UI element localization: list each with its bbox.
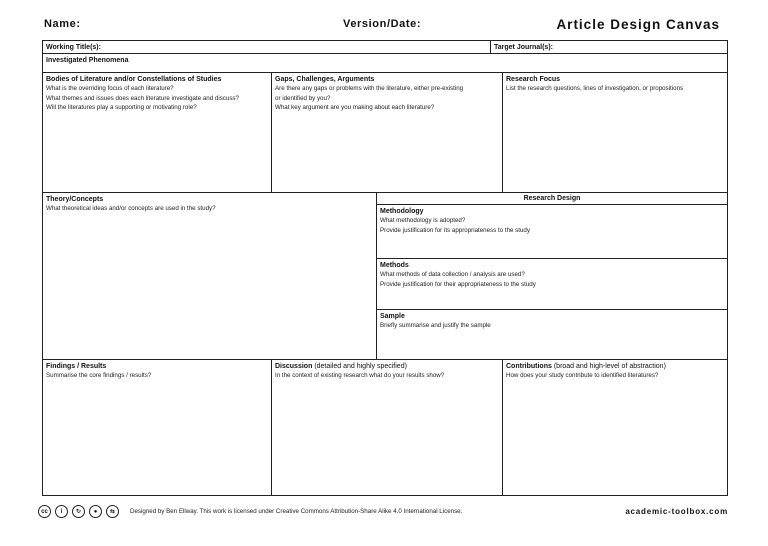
research-design-block [376, 192, 727, 359]
theory-prompt: What theoretical ideas and/or concepts are used in the study? [46, 205, 216, 212]
contributions-heading [506, 362, 724, 371]
article-design-canvas [42, 40, 728, 496]
methodology-heading: Methodology [380, 208, 424, 215]
investigated-phenomena-cell[interactable] [43, 53, 727, 72]
contributions-heading-text: Contributions [506, 363, 552, 370]
findings-heading: Findings / Results [46, 363, 107, 370]
site-url[interactable]: academic-toolbox.com [625, 507, 728, 516]
license-icons [38, 505, 119, 518]
research-focus-prompt: List the research questions, lines of investigation, or propositions [506, 85, 684, 92]
research-design-title: Research Design [523, 195, 581, 202]
methods-heading: Methods [380, 262, 409, 269]
gaps-prompt: or identified by you? [275, 94, 331, 102]
footer [38, 505, 728, 521]
gaps-heading: Gaps, Challenges, Arguments [275, 76, 375, 83]
discussion-prompt: In the context of existing research what do your results show? [275, 372, 445, 379]
methods-cell[interactable] [377, 258, 727, 310]
discussion-heading [275, 362, 499, 371]
cc-icon: cc [38, 505, 51, 518]
canvas-title: Article Design Canvas [556, 17, 720, 32]
sample-cell[interactable] [377, 309, 727, 359]
findings-results-cell[interactable] [43, 359, 271, 495]
contributions-cell[interactable] [502, 359, 727, 495]
bodies-prompt: What themes and issues does each literature investigate and discuss? [46, 94, 239, 102]
research-focus-heading: Research Focus [506, 76, 561, 83]
license-text: Designed by Ben Ellway. This work is licensed under Creative Commons Attribution-Share Alike 4.0 International License. [130, 508, 463, 515]
discussion-heading-text: Discussion [275, 363, 313, 370]
name-label: Name: [44, 18, 81, 30]
gaps-challenges-cell[interactable] [271, 72, 502, 192]
contributions-note: (broad and high-level of abstraction) [553, 363, 666, 370]
gaps-prompt: What key argument are you making about each literature? [275, 104, 435, 111]
sample-heading: Sample [380, 313, 405, 320]
methodology-prompt: Provide justification for its appropriateness to the study [380, 226, 530, 234]
bodies-prompt: What is the overriding focus of each literature? [46, 85, 174, 92]
working-title-label: Working Title(s): [46, 44, 101, 51]
bodies-heading: Bodies of Literature and/or Constellations of Studies [46, 76, 222, 83]
sample-prompt: Briefly summarise and justify the sample [380, 322, 491, 329]
gaps-prompt: Are there any gaps or problems with the literature, either pre-existing [275, 85, 464, 92]
methods-prompt: What methods of data collection / analysis are used? [380, 271, 525, 278]
discussion-cell[interactable] [271, 359, 502, 495]
contributions-prompt: How does your study contribute to identified literatures? [506, 372, 659, 379]
theory-concepts-cell[interactable] [43, 192, 376, 359]
investigated-phenomena-label: Investigated Phenomena [46, 57, 129, 64]
theory-heading: Theory/Concepts [46, 196, 104, 203]
methodology-cell[interactable] [377, 204, 727, 259]
bodies-prompt: Will the literatures play a supporting or motivating role? [46, 104, 197, 111]
bodies-of-literature-cell[interactable] [43, 72, 271, 192]
discussion-note: (detailed and highly specified) [314, 363, 407, 370]
methods-prompt: Provide justification for their appropriateness to the study [380, 280, 536, 288]
share-icon: ⇆ [106, 505, 119, 518]
copyleft-icon: ↻ [72, 505, 85, 518]
research-focus-cell[interactable] [502, 72, 727, 192]
methodology-prompt: What methodology is adopted? [380, 217, 466, 224]
findings-prompt: Summarise the core findings / results? [46, 372, 152, 379]
person-icon: ● [89, 505, 102, 518]
target-journal-label: Target Journal(s): [494, 44, 553, 51]
info-icon: i [55, 505, 68, 518]
version-date-label: Version/Date: [343, 18, 422, 30]
